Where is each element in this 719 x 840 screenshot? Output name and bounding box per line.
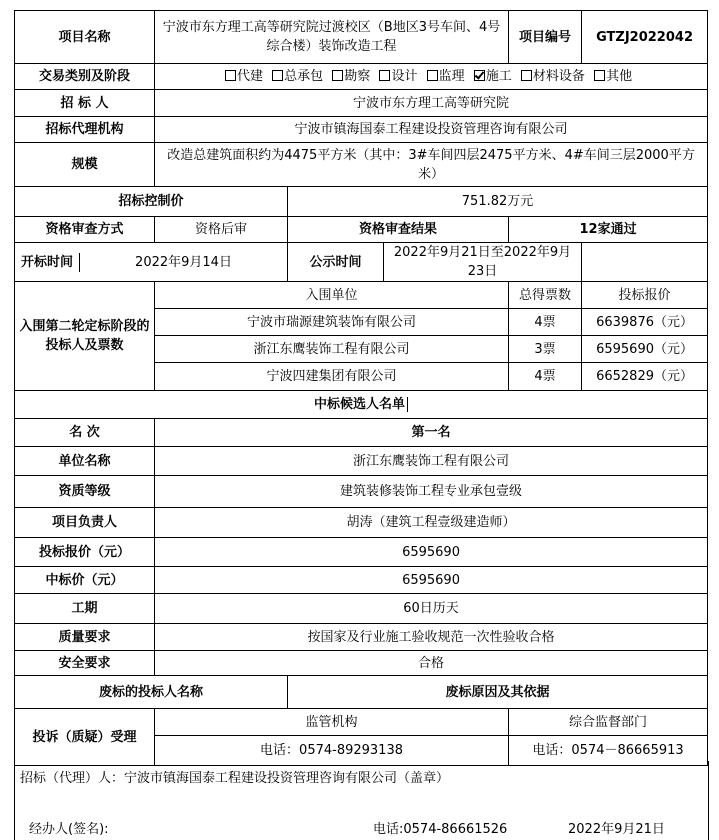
trade-option[interactable]	[521, 69, 585, 84]
complaint-tel1: 电话：0574-89293138	[155, 736, 509, 766]
winner-title-text: 中标候选人名单	[314, 397, 406, 412]
unit-name-label: 单位名称	[15, 447, 155, 476]
tenderer-label: 招 标 人	[15, 90, 155, 117]
signature-field: 经办人(签名):	[29, 822, 109, 837]
qualification-grade-label: 资质等级	[15, 476, 155, 508]
open-time-value: 2022年9月14日	[135, 254, 232, 270]
quality-label: 质量要求	[15, 624, 155, 651]
trade-option-label: 材料设备	[532, 69, 585, 84]
round2-price: 6595690（元）	[582, 336, 708, 363]
qualification-grade-value: 建筑装修装饰工程专业承包壹级	[155, 476, 708, 508]
qualification-result-label: 资格审查结果	[288, 217, 509, 243]
trade-type-options	[155, 64, 708, 90]
dates-spacer	[582, 243, 708, 282]
checkbox-icon[interactable]	[521, 70, 532, 81]
rejected-reason-label: 废标原因及其依据	[288, 676, 708, 709]
award-price-label: 中标价（元）	[15, 567, 155, 594]
trade-option[interactable]	[474, 69, 512, 84]
rank-value: 第一名	[155, 419, 708, 447]
award-price-value: 6595690	[155, 567, 708, 594]
open-time-cell	[15, 243, 288, 282]
period-label: 工期	[15, 594, 155, 624]
safety-value: 合格	[155, 651, 708, 676]
trade-option[interactable]	[272, 69, 323, 84]
trade-option[interactable]	[332, 69, 370, 84]
round2-header-unit: 入围单位	[155, 282, 509, 309]
winner-title	[15, 391, 708, 419]
project-code-value: GTZJ2022042	[582, 11, 708, 64]
tenderer-value: 宁波市东方理工高等研究院	[155, 90, 708, 117]
round2-unit: 宁波市瑞源建筑装饰有限公司	[155, 309, 509, 336]
trade-option-label: 代建	[236, 69, 263, 84]
control-price-label: 招标控制价	[15, 187, 288, 217]
round2-price: 6652829（元）	[582, 363, 708, 391]
qualification-method-value: 资格后审	[155, 217, 288, 243]
rank-label: 名 次	[15, 419, 155, 447]
tender-result-table	[14, 10, 708, 766]
bid-price-value: 6595690	[155, 538, 708, 567]
checkbox-icon[interactable]	[379, 70, 390, 81]
round2-label: 入围第二轮定标阶段的投标人及票数	[15, 282, 155, 391]
publicity-value: 2022年9月21日至2022年9月23日	[384, 243, 582, 282]
round2-votes: 4票	[509, 309, 582, 336]
round2-unit: 浙江东鹰装饰工程有限公司	[155, 336, 509, 363]
checkbox-icon[interactable]	[225, 70, 236, 81]
text-cursor-icon	[407, 397, 408, 412]
trade-option[interactable]	[594, 69, 632, 84]
round2-unit: 宁波四建集团有限公司	[155, 363, 509, 391]
footer	[14, 761, 709, 840]
project-name-label: 项目名称	[15, 11, 155, 64]
trade-option[interactable]	[379, 69, 417, 84]
complaint-org1: 监管机构	[155, 709, 509, 736]
round2-header-votes: 总得票数	[509, 282, 582, 309]
trade-option-label: 其他	[606, 69, 633, 84]
checkbox-icon[interactable]	[332, 70, 343, 81]
scale-label: 规模	[15, 143, 155, 187]
quality-value: 按国家及行业施工验收规范一次性验收合格	[155, 624, 708, 651]
footer-date: 2022年9月21日	[568, 822, 665, 837]
agency-value: 宁波市镇海国泰工程建设投资管理咨询有限公司	[155, 117, 708, 143]
round2-votes: 4票	[509, 363, 582, 391]
checkbox-icon[interactable]	[594, 70, 605, 81]
project-manager-label: 项目负责人	[15, 508, 155, 538]
safety-label: 安全要求	[15, 651, 155, 676]
checkbox-icon[interactable]	[427, 70, 438, 81]
complaint-tel2: 电话：0574－86665913	[509, 736, 708, 766]
complaint-label: 投诉（质疑）受理	[15, 709, 155, 766]
project-manager-value: 胡涛（建筑工程壹级建造师）	[155, 508, 708, 538]
footer-tel: 电话:0574-86661526	[373, 822, 508, 837]
checkbox-icon[interactable]	[474, 70, 485, 81]
agency-label: 招标代理机构	[15, 117, 155, 143]
project-code-label: 项目编号	[509, 11, 582, 64]
trade-option-label: 勘察	[344, 69, 371, 84]
complaint-org2: 综合监督部门	[509, 709, 708, 736]
trade-option[interactable]	[225, 69, 263, 84]
checkbox-icon[interactable]	[272, 70, 283, 81]
round2-header-price: 投标报价	[582, 282, 708, 309]
trade-option-label: 总承包	[284, 69, 324, 84]
round2-votes: 3票	[509, 336, 582, 363]
round2-price: 6639876（元）	[582, 309, 708, 336]
trade-option-label: 设计	[391, 69, 418, 84]
publicity-label: 公示时间	[288, 243, 384, 282]
trade-option-label: 监理	[438, 69, 465, 84]
open-time-label: 开标时间	[15, 253, 80, 272]
project-name-value: 宁波市东方理工高等研究院过渡校区（B地区3号车间、4号综合楼）装饰改造工程	[155, 11, 509, 64]
trade-option-label: 施工	[485, 69, 512, 84]
unit-name-value: 浙江东鹰装饰工程有限公司	[155, 447, 708, 476]
qualification-result-value: 12家通过	[509, 217, 708, 243]
bid-price-label: 投标报价（元）	[15, 538, 155, 567]
agent-line: 招标（代理）人：宁波市镇海国泰工程建设投资管理咨询有限公司（盖章）	[20, 771, 450, 786]
trade-option[interactable]	[427, 69, 465, 84]
rejected-name-label: 废标的投标人名称	[15, 676, 288, 709]
scale-value: 改造总建筑面积约为4475平方米（其中：3#车间四层2475平方米、4#车间三层2000平方米）	[155, 143, 708, 187]
qualification-method-label: 资格审查方式	[15, 217, 155, 243]
period-value: 60日历天	[155, 594, 708, 624]
trade-type-label: 交易类别及阶段	[15, 64, 155, 90]
control-price-value: 751.82万元	[288, 187, 708, 217]
